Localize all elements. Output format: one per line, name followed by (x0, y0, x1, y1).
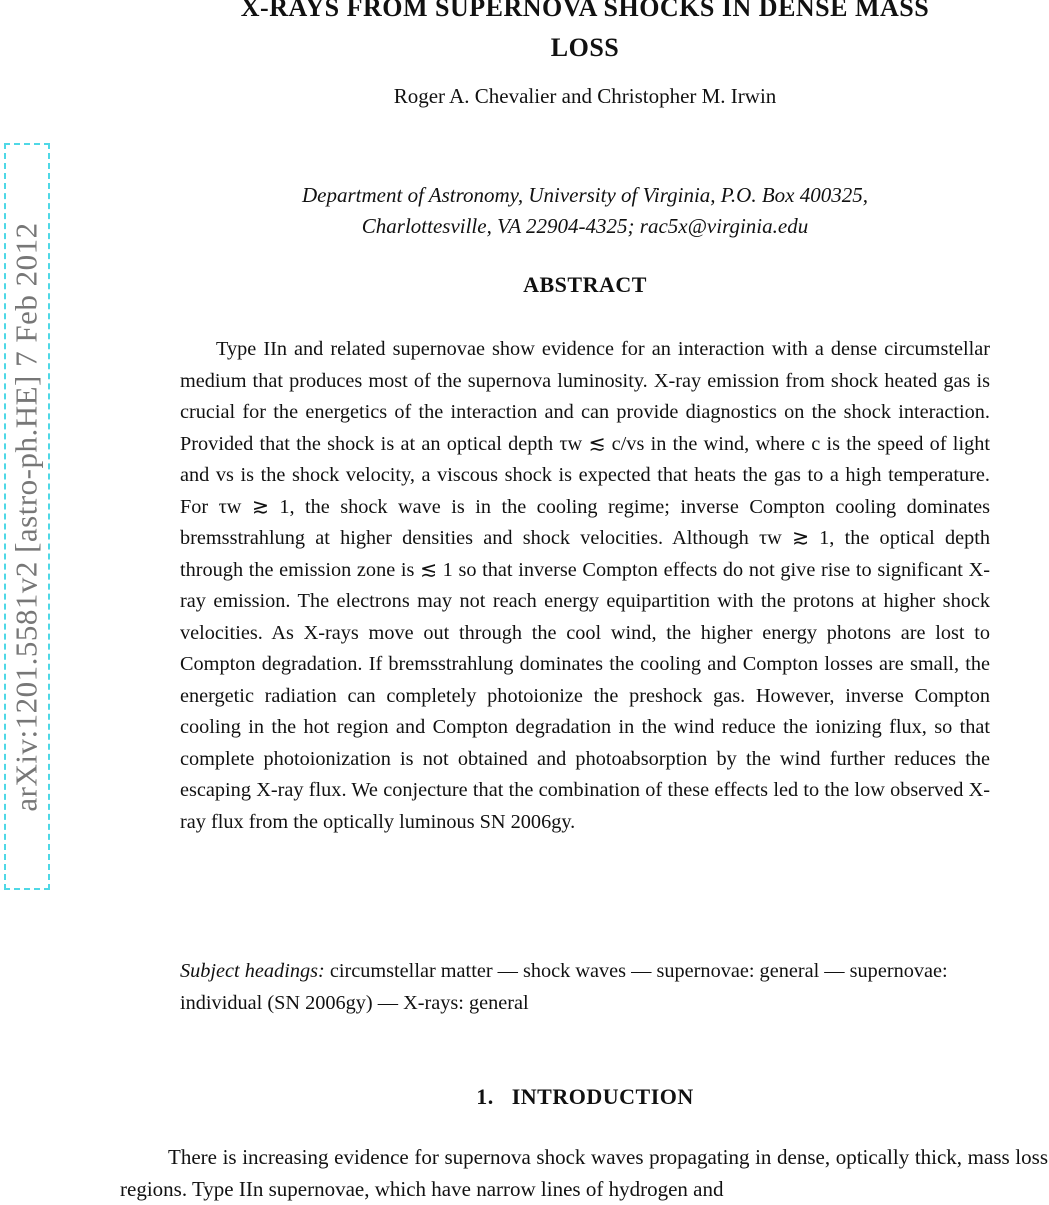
subject-headings-text: circumstellar matter — shock waves — supernovae: general — supernovae: individual (SN 2006gy) — X-rays: general (180, 960, 948, 1014)
affiliation-line-1: Department of Astronomy, University of Virginia, P.O. Box 400325, (302, 183, 868, 207)
affiliation (120, 180, 1049, 242)
title-line-2: LOSS (550, 33, 620, 62)
paper-title (120, 0, 1049, 68)
subject-headings (180, 956, 1010, 1019)
arxiv-id: arXiv:1201.5581v2 [astro-ph.HE] 7 Feb 2012 (9, 221, 44, 812)
abstract-text: Type IIn and related supernovae show evidence for an interaction with a dense circumstellar medium that produces most of the supernova luminosity. X-ray emission from shock heated gas is crucial for the energetics of the interaction and can provide diagnostics on the shock interaction. Provided that the shock is at an optical depth τw ≲ c/vs in the wind, where c is the speed of light and vs is the shock velocity, a viscous shock is expected that heats the gas to a high temperature. For τw ≳ 1, the shock wave is in the cooling regime; inverse Compton cooling dominates bremsstrahlung at higher densities and shock velocities. Although τw ≳ 1, the optical depth through the emission zone is ≲ 1 so that inverse Compton effects do not give rise to significant X-ray emission. The electrons may not reach energy equipartition with the protons at higher shock velocities. As X-rays move out through the cool wind, the higher energy photons are lost to Compton degradation. If bremsstrahlung dominates the cooling and Compton losses are small, the energetic radiation can completely photoionize the preshock gas. However, inverse Compton cooling in the hot region and Compton degradation in the wind reduce the ionizing flux, so that complete photoionization is not obtained and photoabsorption by the wind further reduces the escaping X-ray flux. We conjecture that the combination of these effects led to the low observed X-ray flux from the optically luminous SN 2006gy. (180, 338, 990, 833)
affiliation-line-2: Charlottesville, VA 22904-4325; rac5x@virginia.edu (361, 214, 809, 238)
section-title: INTRODUCTION (511, 1084, 694, 1109)
title-line-1: X-RAYS FROM SUPERNOVA SHOCKS IN DENSE MASS (240, 0, 930, 22)
section-number: 1. (476, 1084, 494, 1109)
introduction-heading (120, 1084, 1049, 1110)
subject-headings-label: Subject headings: (180, 960, 325, 982)
introduction-text: There is increasing evidence for supernova shock waves propagating in dense, optically thick, mass loss regions. Type IIn supernovae, which have narrow lines of hydrogen and (120, 1145, 1048, 1201)
arxiv-stamp (4, 143, 50, 890)
authors: Roger A. Chevalier and Christopher M. Irwin (393, 84, 777, 108)
abstract-heading: ABSTRACT (523, 272, 647, 297)
